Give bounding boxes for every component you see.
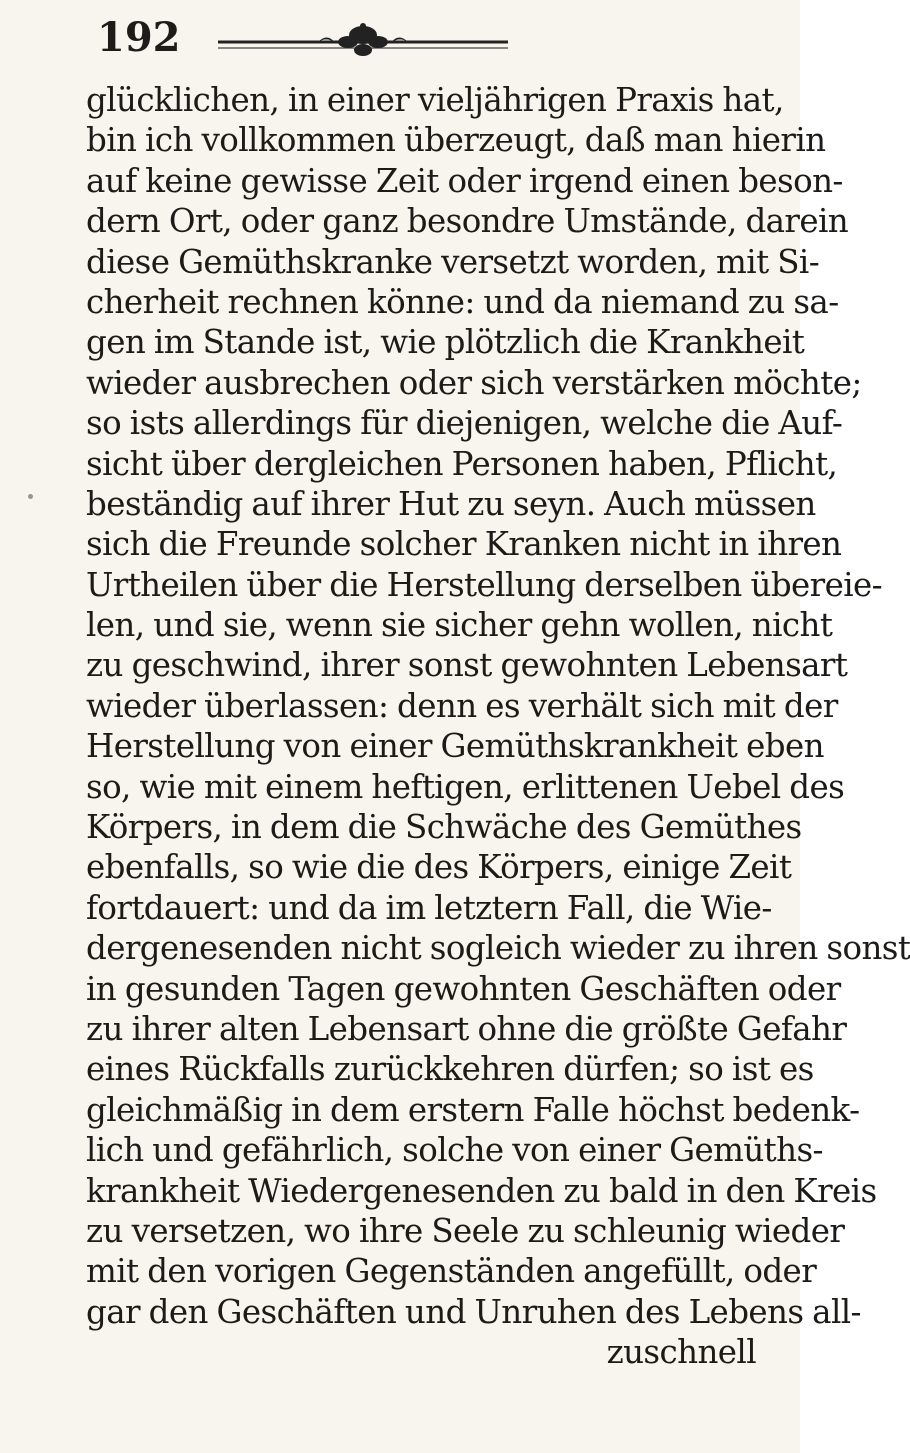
text-line: lich und gefährlich, solche von einer Gemüths-	[86, 1131, 823, 1170]
text-line: dergenesenden nicht sogleich wieder zu ihren sonst	[86, 929, 910, 968]
text-line: len, und sie, wenn sie sicher gehn wollen, nicht	[86, 606, 833, 645]
text-line: mit den vorigen Gegenständen angefüllt, oder	[86, 1252, 817, 1291]
text-line: gen im Stande ist, wie plötzlich die Krankheit	[86, 323, 805, 362]
text-line: gar den Geschäften und Unruhen des Lebens all-	[86, 1292, 861, 1331]
text-line: zu geschwind, ihrer sonst gewohnten Lebensart	[86, 646, 848, 685]
printer-ornament-icon	[218, 22, 508, 62]
text-line: diese Gemüthskranke versetzt worden, mit Si-	[86, 242, 820, 281]
margin-speck	[28, 494, 33, 499]
text-line: wieder ausbrechen oder sich verstärken möchte;	[86, 363, 862, 402]
text-line: so, wie mit einem heftigen, erlittenen Uebel des	[86, 767, 845, 806]
text-line: beständig auf ihrer Hut zu seyn. Auch müssen	[86, 484, 816, 523]
text-line: bin ich vollkommen überzeugt, daß man hierin	[86, 121, 826, 160]
text-line: Körpers, in dem die Schwäche des Gemüthes	[86, 808, 802, 847]
text-line: so ists allerdings für diejenigen, welche die Auf-	[86, 404, 843, 443]
text-line: glücklichen, in einer vieljährigen Praxis hat,	[86, 81, 784, 119]
text-line: zu ihrer alten Lebensart ohne die größte Gefahr	[86, 1009, 847, 1048]
text-line: eines Rückfalls zurückkehren dürfen; so ist es	[86, 1050, 814, 1089]
catchword: zuschnell	[606, 1333, 756, 1372]
text-line: cherheit rechnen könne: und da niemand zu sa-	[86, 282, 839, 321]
text-line: Herstellung von einer Gemüthskrankheit eben	[86, 727, 824, 766]
text-line: zu versetzen, wo ihre Seele zu schleunig wieder	[86, 1211, 845, 1250]
text-line: gleichmäßig in dem erstern Falle höchst bedenk-	[86, 1090, 860, 1129]
text-line: dern Ort, oder ganz besondre Umstände, darein	[86, 202, 849, 241]
text-line: sicht über dergleichen Personen haben, Pflicht,	[86, 444, 838, 483]
text-line: sich die Freunde solcher Kranken nicht in ihren	[86, 525, 842, 564]
text-line: fortdauert: und da im letztern Fall, die Wie-	[86, 888, 772, 927]
text-line: ebenfalls, so wie die des Körpers, einige Zeit	[86, 848, 792, 887]
text-line: Urtheilen über die Herstellung derselben übereie-	[86, 565, 883, 604]
body-text	[86, 80, 910, 1373]
text-line: krankheit Wiedergenesenden zu bald in den Kreis	[86, 1171, 877, 1210]
text-line: auf keine gewisse Zeit oder irgend einen beson-	[86, 161, 843, 200]
text-line: wieder überlassen: denn es verhält sich mit der	[86, 686, 838, 725]
page-number: 192	[97, 14, 181, 61]
text-line: in gesunden Tagen gewohnten Geschäften oder	[86, 969, 841, 1008]
